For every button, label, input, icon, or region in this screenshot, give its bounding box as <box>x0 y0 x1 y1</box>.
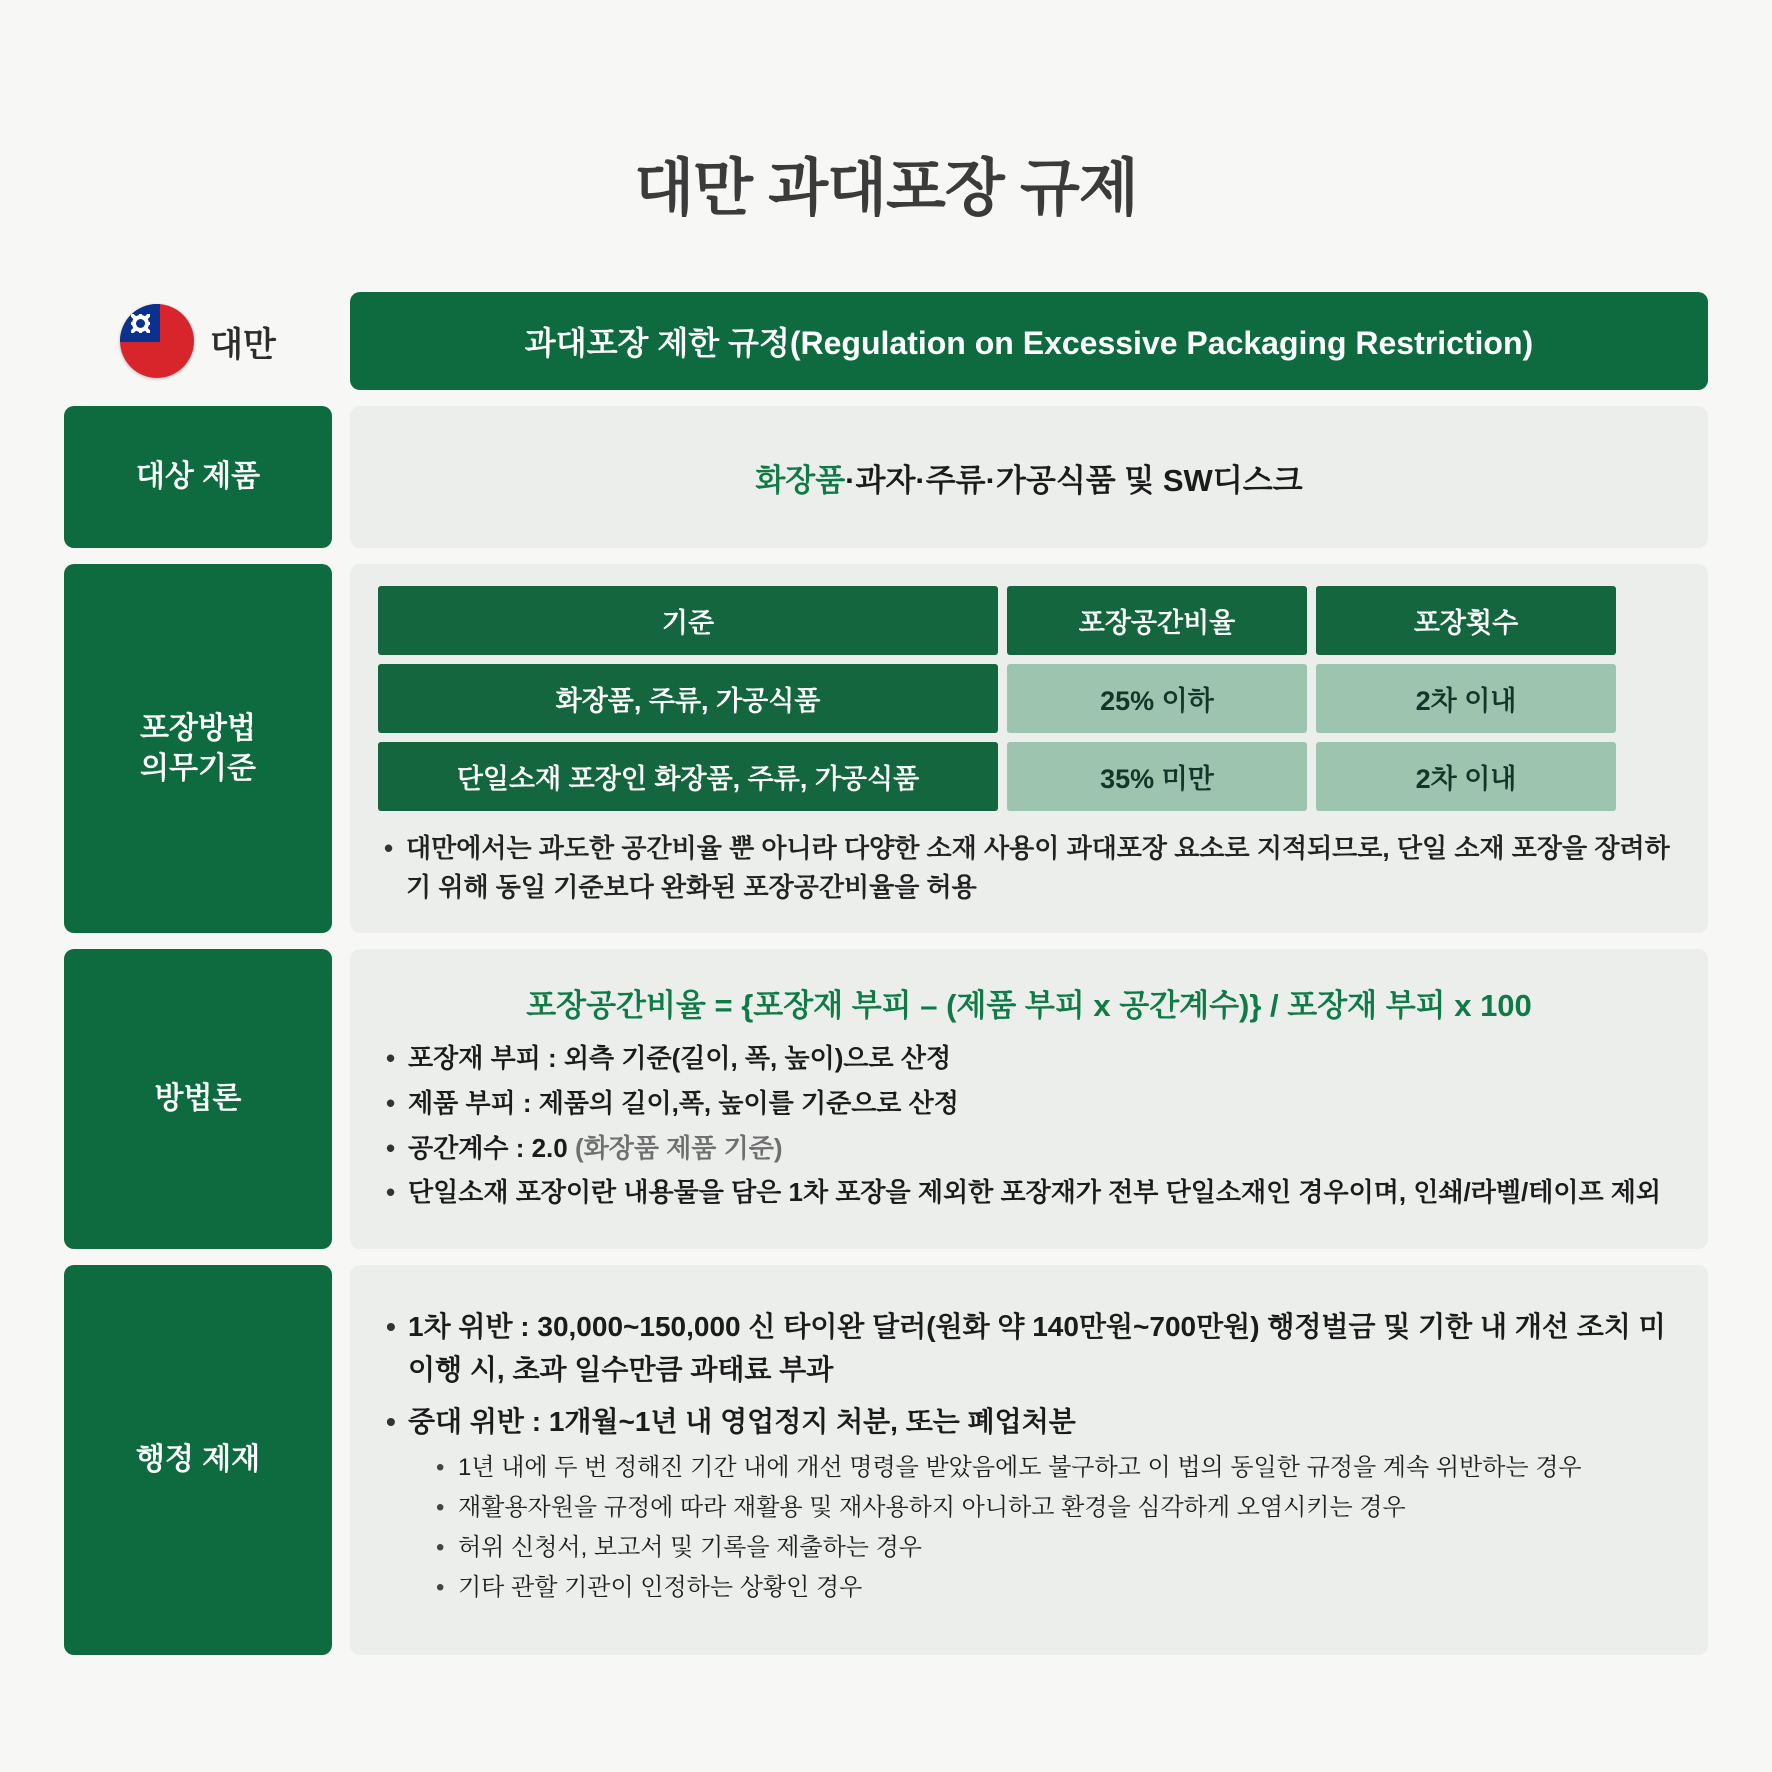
label-methodology: 방법론 <box>64 949 332 1249</box>
table-cell-space-ratio: 25% 이하 <box>1007 664 1307 733</box>
list-item-text: 중대 위반 : 1개월~1년 내 영업정지 처분, 또는 폐업처분 <box>408 1405 1076 1437</box>
label-packaging-line2: 의무기준 <box>140 751 256 785</box>
row-packaging-standards <box>64 564 1708 933</box>
label-target-products: 대상 제품 <box>64 406 332 548</box>
content-sanctions <box>350 1265 1708 1655</box>
list-item-text: 단일소재 포장이란 내용물을 담은 1차 포장을 제외한 포장재가 전부 단일소재인 경우이며, 인쇄/라벨/테이프 제외 <box>408 1177 1662 1208</box>
content-methodology <box>350 949 1708 1249</box>
country-cell <box>64 304 332 378</box>
content-packaging-standards <box>350 564 1708 933</box>
table-cell-space-ratio: 35% 미만 <box>1007 742 1307 811</box>
list-item-text: 포장재 부피 : 외측 기준(길이, 폭, 높이)으로 산정 <box>408 1043 952 1074</box>
methodology-list <box>378 1039 1680 1217</box>
content-target-products <box>350 406 1708 548</box>
target-products-text <box>378 455 1680 500</box>
table-header-layer-count: 포장횟수 <box>1316 586 1616 655</box>
list-item <box>378 1400 1680 1607</box>
sanctions-sub-list <box>430 1449 1680 1607</box>
target-rest: ·과자·주류·가공식품 및 SW디스크 <box>845 462 1303 498</box>
table-cell-layer-count: 2차 이내 <box>1316 664 1616 733</box>
row-sanctions <box>64 1265 1708 1655</box>
space-ratio-formula: 포장공간비율 = {포장재 부피 – (제품 부피 x 공간계수)} / 포장재 부피 x 100 <box>526 988 1532 1024</box>
table-header-space-ratio: 포장공간비율 <box>1007 586 1307 655</box>
list-item: • 대만에서는 과도한 공간비율 뿐 아니라 다양한 소재 사용이 과대포장 요소로 지적되므로, 단일 소재 포장을 장려하기 위해 동일 기준보다 완화된 포장공간비율을 허용 <box>378 829 1680 907</box>
list-item-note: (화장품 제품 기준) <box>574 1132 783 1163</box>
header-row <box>64 292 1708 390</box>
list-item: • 1년 내에 두 번 정해진 기간 내에 개선 명령을 받았음에도 불구하고 이 법의 동일한 규정을 계속 위반하는 경우 <box>430 1449 1680 1487</box>
packaging-notes <box>378 829 1680 911</box>
content-grid <box>0 292 1772 1655</box>
list-item: • 기타 관할 기관이 인정하는 상황인 경우 <box>430 1569 1680 1607</box>
list-item <box>378 1084 1680 1124</box>
sanctions-list <box>378 1305 1680 1615</box>
list-item-text: 제품 부피 : 제품의 길이,폭, 높이를 기준으로 산정 <box>408 1087 959 1118</box>
taiwan-flag-icon <box>120 304 194 378</box>
table-header-row <box>378 586 1680 655</box>
list-item <box>378 1039 1680 1079</box>
target-highlight: 화장품 <box>755 462 846 498</box>
list-item <box>378 1173 1680 1213</box>
table-header-criteria: 기준 <box>378 586 998 655</box>
label-packaging-line1: 포장방법 <box>140 711 256 745</box>
regulation-banner: 과대포장 제한 규정(Regulation on Excessive Packaging Restriction) <box>350 292 1708 390</box>
list-item: • 허위 신청서, 보고서 및 기록을 제출하는 경우 <box>430 1529 1680 1567</box>
list-item <box>378 1129 1680 1169</box>
list-item: • 1차 위반 : 30,000~150,000 신 타이완 달러(원화 약 140만원~700만원) 행정벌금 및 기한 내 개선 조치 미이행 시, 초과 일수만큼 과태료 부과 <box>378 1305 1680 1392</box>
table-row <box>378 664 1680 733</box>
label-sanctions: 행정 제재 <box>64 1265 332 1655</box>
label-packaging-standards <box>64 564 332 933</box>
row-target-products <box>64 406 1708 548</box>
table-row <box>378 742 1680 811</box>
list-item-text: 공간계수 : 2.0 <box>408 1132 575 1163</box>
country-label: 대만 <box>210 325 276 364</box>
packaging-table <box>378 586 1680 811</box>
page-title: 대만 과대포장 규제 <box>634 154 1138 223</box>
list-item: • 재활용자원을 규정에 따라 재활용 및 재사용하지 아니하고 환경을 심각하게 오염시키는 경우 <box>430 1489 1680 1527</box>
table-cell-layer-count: 2차 이내 <box>1316 742 1616 811</box>
table-cell-criteria: 화장품, 주류, 가공식품 <box>378 664 998 733</box>
row-methodology <box>64 949 1708 1249</box>
table-cell-criteria: 단일소재 포장인 화장품, 주류, 가공식품 <box>378 742 998 811</box>
